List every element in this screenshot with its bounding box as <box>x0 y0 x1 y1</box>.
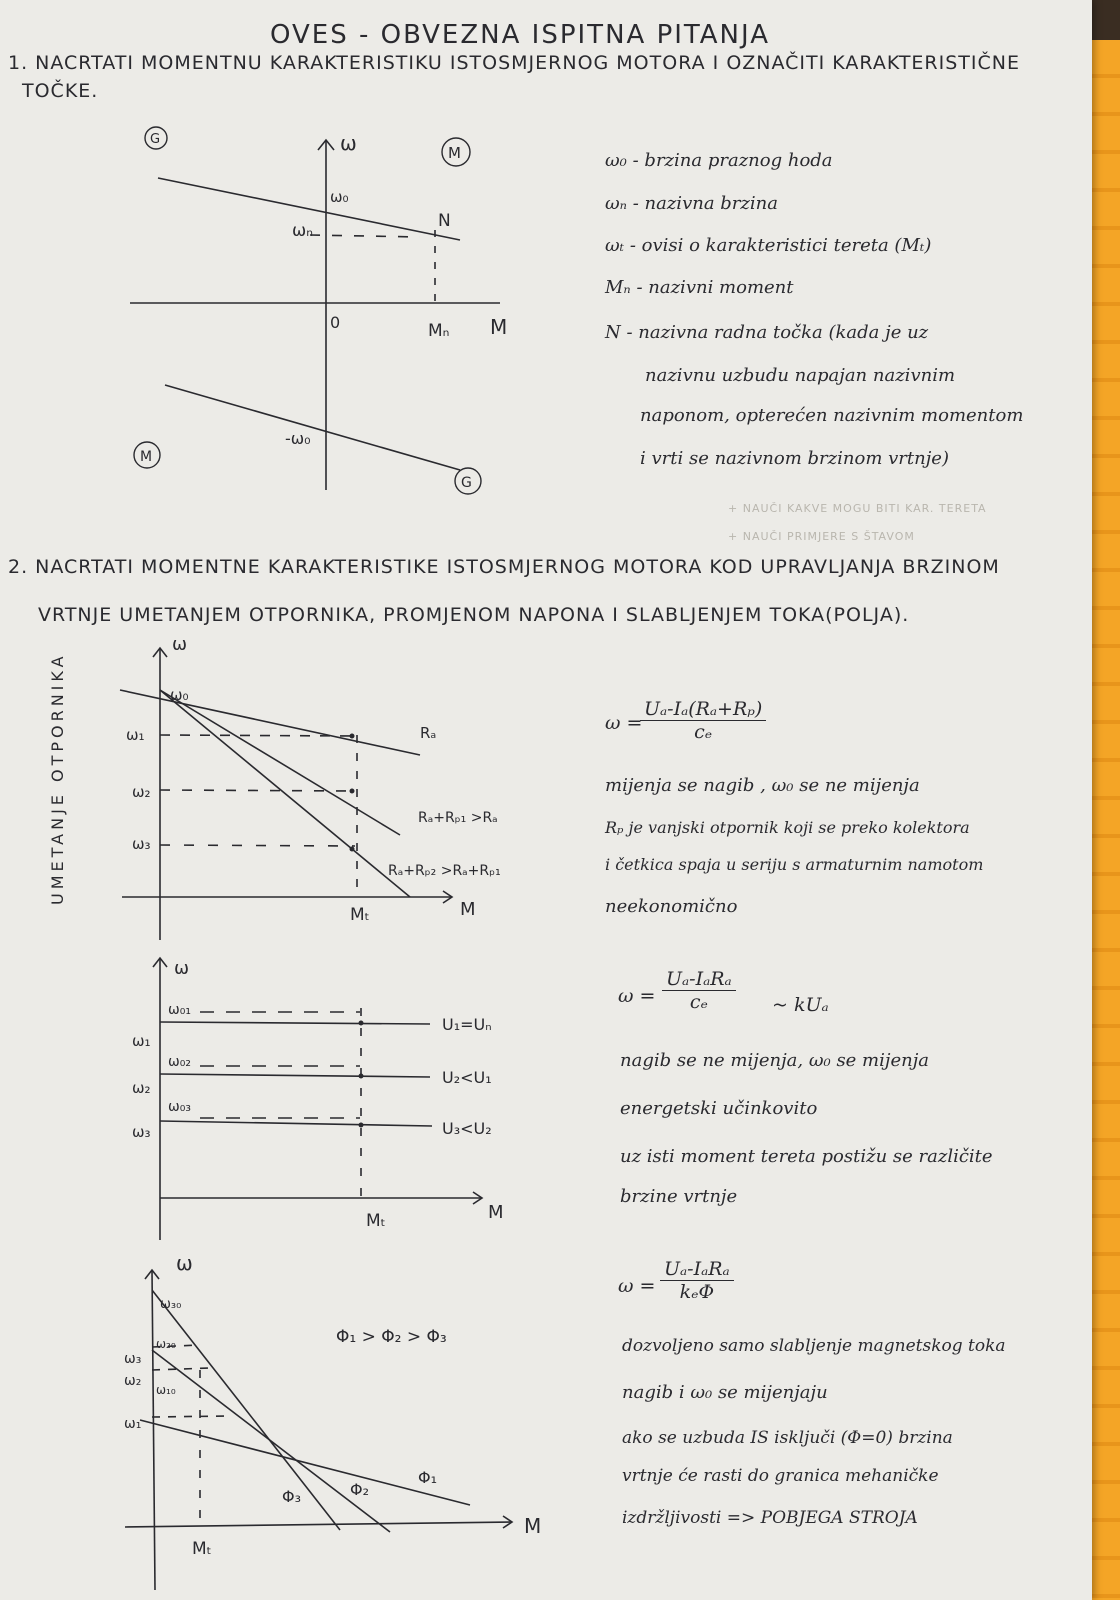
graph1-w1-label: ω₁ <box>126 726 145 744</box>
graph2-u2-label: U₂<U₁ <box>442 1068 492 1087</box>
faint-note-2: + NAUČI PRIMJERE S ŠTAVOM <box>728 530 915 543</box>
formula-1-note-4: neekonomično <box>605 896 738 917</box>
formula-3-note-2: nagib i ω₀ se mijenjaju <box>622 1382 828 1403</box>
x-axis-label: M <box>490 315 508 339</box>
graph1-ra-rp1-label: Rₐ+Rₚ₁ >Rₐ <box>418 810 498 826</box>
graph2-u1-label: U₁=Uₙ <box>442 1015 492 1034</box>
formula-2-note-1: nagib se ne mijenja, ω₀ se mijenja <box>620 1050 930 1071</box>
formula-2-tail: ~ kUₐ <box>772 994 829 1016</box>
graph3-w20-label: ω₂₀ <box>156 1337 176 1351</box>
origin-label: 0 <box>330 313 341 332</box>
graph2-w03-label: ω₀₃ <box>168 1099 191 1115</box>
wn-label: ωₙ <box>292 221 314 241</box>
formula-1-lhs: ω = <box>605 712 643 734</box>
graph2-w1-label: ω₁ <box>132 1032 151 1050</box>
formula-1-note-1: mijenja se nagib , ω₀ se ne mijenja <box>605 775 920 796</box>
graph3-w3-label: ω₃ <box>124 1351 142 1367</box>
formula-2-numerator: Uₐ-IₐRₐ <box>662 968 736 991</box>
legend-mn: Mₙ - nazivni moment <box>605 277 794 298</box>
legend-wn: ωₙ - nazivna brzina <box>605 193 778 214</box>
graph3-w1-label: ω₁ <box>124 1416 142 1432</box>
question-1-line-1: 1. NACRTATI MOMENTNU KARAKTERISTIKU ISTOSMJERNOG MOTORA I OZNAČITI KARAKTERISTIČNE <box>8 52 1020 74</box>
graph1-mt-label: Mₜ <box>350 905 370 925</box>
formula-3-note-4: vrtnje će rasti do granica mehaničke <box>622 1466 939 1486</box>
graph2-u3-label: U₃<U₂ <box>442 1119 492 1138</box>
formula-3-note-1: dozvoljeno samo slabljenje magnetskog toka <box>622 1336 1006 1356</box>
legend-wt: ωₜ - ovisi o karakteristici tereta (Mₜ) <box>605 235 932 256</box>
formula-3-note-5: izdržljivosti => POBJEGA STROJA <box>622 1508 918 1528</box>
graph1-ra-rp2-label: Rₐ+Rₚ₂ >Rₐ+Rₚ₁ <box>388 863 501 879</box>
graph1-ra-label: Rₐ <box>420 724 437 742</box>
question-2-line-1: 2. NACRTATI MOMENTNE KARAKTERISTIKE ISTOSMJERNOG MOTORA KOD UPRAVLJANJA BRZINOM <box>8 556 1000 578</box>
formula-3-numerator: Uₐ-IₐRₐ <box>660 1258 734 1281</box>
graph2-x-axis-label: M <box>488 1202 504 1223</box>
formula-1-note-2: Rₚ je vanjski otpornik koji se preko kolektora <box>605 818 970 837</box>
quadrant-generator-label: G <box>150 132 161 147</box>
formula-2-lhs: ω = <box>618 985 656 1007</box>
formula-2-note-4: brzine vrtnje <box>620 1186 738 1207</box>
formula-3-fraction <box>660 1258 734 1303</box>
graph3-phi2-label: Φ₂ <box>350 1480 370 1499</box>
side-label-resistor: UMETANJE OTPORNIKA <box>48 652 67 905</box>
quadrant-generator-label: G <box>461 475 472 491</box>
graph1-w2-label: ω₂ <box>132 783 151 801</box>
legend-n-line-3: naponom, opterećen nazivnim momentom <box>640 405 1024 426</box>
quadrant-motor-label: M <box>448 144 461 162</box>
formula-1-note-3: i četkica spaja u seriju s armaturnim namotom <box>605 855 984 874</box>
graph2-mt-label: Mₜ <box>366 1211 386 1231</box>
formula-1-numerator: Uₐ-Iₐ(Rₐ+Rₚ) <box>640 698 766 721</box>
graph2-w2-label: ω₂ <box>132 1079 151 1097</box>
w0-label: ω₀ <box>330 188 349 206</box>
y-axis-label: ω <box>340 131 357 155</box>
formula-2-denominator: cₑ <box>689 991 708 1013</box>
formula-3-lhs: ω = <box>618 1275 656 1297</box>
rated-point-label: N <box>438 211 451 231</box>
graph3-w30-label: ω₃₀ <box>160 1297 182 1312</box>
quadrant-motor-label: M <box>140 449 153 465</box>
mn-label: Mₙ <box>428 321 450 341</box>
graph3-y-axis-label: ω <box>176 1251 193 1275</box>
graph2-w02-label: ω₀₂ <box>168 1054 191 1070</box>
graph3-phi1-label: Φ₁ <box>418 1468 438 1487</box>
formula-3-denominator: kₑΦ <box>679 1281 715 1303</box>
formula-2-note-3: uz isti moment tereta postižu se različite <box>620 1146 993 1167</box>
graph3-mt-label: Mₜ <box>192 1539 212 1559</box>
legend-n-line-1: N - nazivna radna točka (kada je uz <box>605 322 929 343</box>
graph1-y-axis-label: ω <box>172 634 188 655</box>
graph3-w2-label: ω₂ <box>124 1373 142 1389</box>
graph3-phi-relation-label: Φ₁ > Φ₂ > Φ₃ <box>336 1327 447 1347</box>
graph2-w3-label: ω₃ <box>132 1123 151 1141</box>
neg-w0-label: -ω₀ <box>285 429 311 448</box>
legend-w0: ω₀ - brzina praznog hoda <box>605 150 833 171</box>
page-title: OVES - OBVEZNA ISPITNA PITANJA <box>270 20 771 50</box>
question-1-line-2: TOČKE. <box>22 80 99 102</box>
question-2-line-2: VRTNJE UMETANJEM OTPORNIKA, PROMJENOM NAPONA I SLABLJENJEM TOKA(POLJA). <box>38 604 910 626</box>
graph2-w01-label: ω₀₁ <box>168 1002 191 1018</box>
graph1-w3-label: ω₃ <box>132 835 151 853</box>
graph3-x-axis-label: M <box>524 1514 542 1538</box>
graph1-x-axis-label: M <box>460 899 476 920</box>
legend-n-line-2: nazivnu uzbudu napajan nazivnim <box>645 365 956 386</box>
formula-1-denominator: cₑ <box>694 721 713 743</box>
graph3-phi3-label: Φ₃ <box>282 1487 302 1506</box>
graph1-w0-label: ω₀ <box>170 686 189 704</box>
graph3-w10-label: ω₁₀ <box>156 1383 176 1397</box>
formula-2-note-2: energetski učinkovito <box>620 1098 818 1119</box>
formula-3-note-3: ako se uzbuda IS isključi (Φ=0) brzina <box>622 1428 953 1448</box>
graph2-y-axis-label: ω <box>174 958 190 979</box>
legend-n-line-4: i vrti se nazivnom brzinom vrtnje) <box>640 448 949 469</box>
faint-note-1: + NAUČI KAKVE MOGU BITI KAR. TERETA <box>728 502 987 515</box>
